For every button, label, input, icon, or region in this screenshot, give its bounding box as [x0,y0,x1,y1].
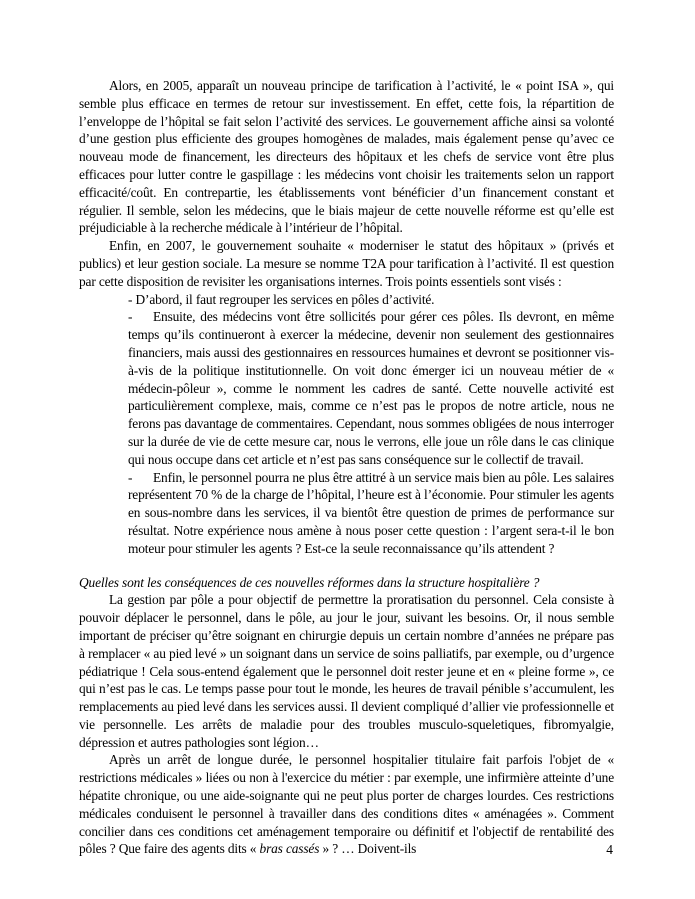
section-heading: Quelles sont les conséquences de ces nouvelles réformes dans la structure hospitalière ? [79,574,540,590]
page-number: 4 [606,842,613,857]
bullet-marker: - [128,309,133,325]
paragraph-restrictions-end: » ? … Doivent-ils [319,841,417,857]
bras-casses-term: bras cassés [259,841,320,857]
bullet-marker: - [128,291,136,307]
paragraph-isa: Alors, en 2005, apparaît un nouveau principe de tarification à l’activité, le « point ISA », qui semble plus efficace en termes de retour sur investissement. En effet, cette fois, la répartition de l’enveloppe de l’hôpital se fait selon l’activité des services. Le gouvernement affiche ainsi sa volonté d’une gestion plus efficiente des groupes homogènes de malades, mais également pense qu’avec ce nouveau mode de financement, les directeurs des hôpitaux et les chefs de service vont être plus efficaces pour lutter contre le gaspillage : les médecins vont choisir les traitements selon un rapport efficacité/coût. En contrepartie, les établissements vont bénéficier d’un financement constant et régulier. Il semble, selon les médecins, que le biais majeur de cette nouvelle réforme est qu’elle est préjudiciable à la recherche médicale à l’intérieur de l’hôpital. [79,78,614,236]
bullet-marker: - [128,469,133,485]
paragraph-t2a: Enfin, en 2007, le gouvernement souhaite « moderniser le statut des hôpitaux » (privés et publics) et leur gestion sociale. La mesure se nomme T2A pour tarification à l’activité. Il est question par cette disposition de revisiter les organisations internes. Trois points essentiels sont visés : [79,238,614,289]
paragraph-restrictions-text: Après un arrêt de longue durée, le personnel hospitalier titulaire fait parfois l'objet de « restrictions médicales » liées ou non à l'exercice du métier : par exemple, une infirmière atteinte d’une hépatite chronique, ou une aide-soignante qui ne peut plus porter de charges lourdes. Ces restrictions médicales conduisent le personnel à travailler dans des conditions dites « aménagées ». Comment concilier dans ces conditions cet aménagement temporaire ou définitif et l'objectif de rentabilité des pôles ? Que faire des agents dits « [79,752,614,857]
list-item-text: Enfin, le personnel pourra ne plus être attitré à un service mais bien au pôle. Les salaires représentent 70 % de la charge de l’hôpital, l’heure est à l’économie. Pour stimuler les agents en sous-nombre dans les services, il va bientôt être question de primes de performance sur résultat. Notre expérience nous amène à nous poser cette question : l’argent sera-t-il le bon moteur pour stimuler les agents ? Est-ce la seule reconnaissance qu’ils attendent ? [128,469,614,556]
list-item [128,291,614,309]
body-text [79,77,614,858]
list-item-text: D’abord, il faut regrouper les services en pôles d’activité. [135,291,435,307]
paragraph-pole: La gestion par pôle a pour objectif de permettre la proratisation du personnel. Cela consiste à pouvoir déplacer le personnel, dans le pôle, au jour le jour, suivant les besoins. Or, il nous semble important de préciser qu’être soignant en chirurgie depuis un certain nombre d’années ne prépare pas à remplacer « au pied levé » un soignant dans un service de soins palliatifs, par exemple, ou d’urgence pédiatrique ! Cela sous-entend également que le personnel doit rester jeune et en « pleine forme », ce qui n’est pas le cas. Le temps passe pour tout le monde, les heures de travail pénible s’accumulent, les remplacements au pied levé dans les services aussi. Il devient compliqué d’allier vie professionnelle et vie personnelle. Les arrêts de maladie pour des troubles musculo-squeletiques, fibromyalgie, dépression et autres pathologies sont légion… [79,592,614,750]
section-spacer [79,558,614,574]
list-item [128,308,614,468]
list-item [128,469,614,558]
paragraph-restrictions [79,751,614,858]
list-item-text: Ensuite, des médecins vont être sollicités pour gérer ces pôles. Ils devront, en même temps qu’ils continueront à exercer la médecine, devenir non seulement des gestionnaires financiers, mais aussi des gestionnaires en ressources humaines et devront se positionner vis-à-vis de la politique institutionnelle. On voit donc émerger ici un nouveau métier de « médecin-pôleur », comme le nomment les cadres de santé. Cette nouvelle activité est particulièrement complexe, mais, comme ce n’est pas le propos de notre article, nous ne ferons pas davantage de commentaires. Cependant, nous sommes obligées de nous interroger sur la durée de vie de cette mesure car, nous le verrons, elle joue un rôle dans le cas clinique qui nous occupe dans cet article et n’est pas sans conséquence sur le collectif de travail. [128,309,614,467]
reform-points-list [128,291,614,558]
